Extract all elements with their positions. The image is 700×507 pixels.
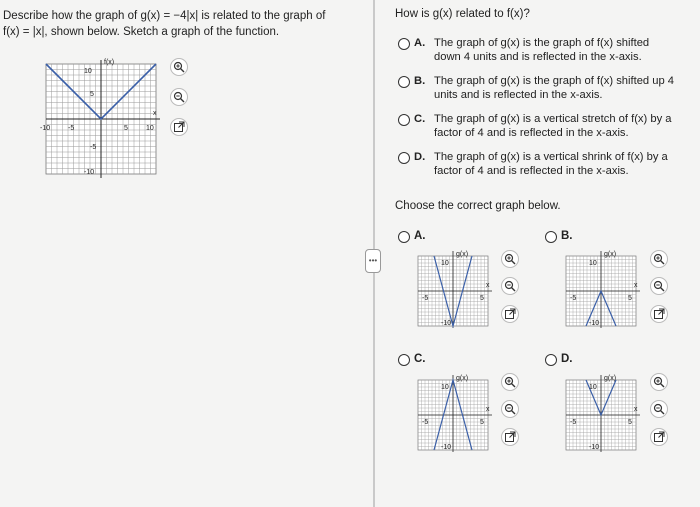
tick-xpos: 5 [124,125,128,132]
radio-a[interactable] [398,38,410,50]
option-b-line2: units and is reflected in the x-axis. [434,89,603,101]
zoom-out-icon [653,280,665,292]
graph-c-ymax: 10 [441,384,449,391]
graph-radio-b[interactable] [545,231,557,243]
graph-d-y-label: g(x) [604,375,617,382]
graph-d-ymin: -10 [589,444,600,451]
option-c-letter: C. [414,113,426,125]
graph-option-d-label[interactable]: D. [561,353,573,365]
graph-c-open-button[interactable] [501,428,519,446]
graph-d-xpos: 5 [628,419,632,426]
option-d-line1: The graph of g(x) is a vertical shrink of f(x) by a [434,151,668,163]
option-c-line2: factor of 4 and is reflected in the x-axis. [434,127,629,139]
option-a-line2: down 4 units and is reflected in the x-axis. [434,51,642,63]
open-new-window-button[interactable] [170,118,188,136]
f-graph-y-label: f(x) [104,59,115,66]
graph-b-ymax: 10 [589,260,597,267]
option-d[interactable] [398,150,698,178]
graph-option-c [414,372,494,454]
zoom-out-button[interactable] [170,88,188,106]
graph-a-ymax: 10 [441,260,449,267]
option-c-line1: The graph of g(x) is a vertical stretch of f(x) by a [434,113,672,125]
tick-xmax: 10 [146,125,154,132]
graph-c-x-label: x [486,406,490,413]
graph-option-c-label[interactable]: C. [414,353,426,365]
zoom-in-icon [504,253,516,265]
graph-a-zoom-out-button[interactable] [501,277,519,295]
graph-radio-a[interactable] [398,231,410,243]
graph-b-zoom-in-button[interactable] [650,250,668,268]
graph-c-zoom-out-button[interactable] [501,400,519,418]
divider-drag-handle[interactable]: ••• [365,249,381,273]
graph-a-xneg: -5 [422,295,429,302]
zoom-out-icon [504,280,516,292]
graph-b-x-label: x [634,282,638,289]
tick-yneg: -5 [90,144,97,151]
tick-ymin: -10 [84,169,95,176]
answer-prompt: How is g(x) related to f(x)? [395,8,530,20]
graph-c-xpos: 5 [480,419,484,426]
zoom-in-icon [653,376,665,388]
option-a-line1: The graph of g(x) is the graph of f(x) shifted [434,37,650,49]
question-line-1: Describe how the graph of g(x) = −4|x| is related to the graph of [3,10,326,22]
graph-c-zoom-in-button[interactable] [501,373,519,391]
graph-radio-c[interactable] [398,354,410,366]
option-b-letter: B. [414,75,426,87]
question-line-2: f(x) = |x|, shown below. Sketch a graph of the function. [3,26,280,38]
option-d-line2: factor of 4 and is reflected in the x-axis. [434,165,629,177]
external-link-icon [653,431,665,443]
graph-option-a [414,248,494,330]
tick-ymax: 10 [84,68,92,75]
graph-d-x-label: x [634,406,638,413]
external-link-icon [504,308,516,320]
option-c[interactable] [398,112,698,140]
graph-b-xpos: 5 [628,295,632,302]
zoom-out-icon [504,403,516,415]
radio-c[interactable] [398,114,410,126]
zoom-out-icon [653,403,665,415]
graph-radio-d[interactable] [545,354,557,366]
option-b[interactable] [398,74,698,102]
graph-c-y-label: g(x) [456,375,469,382]
external-link-icon [653,308,665,320]
zoom-in-icon [173,61,185,73]
graph-a-open-button[interactable] [501,305,519,323]
graph-a-x-label: x [486,282,490,289]
option-b-line1: The graph of g(x) is the graph of f(x) shifted up 4 [434,75,675,87]
radio-b[interactable] [398,76,410,88]
graph-b-open-button[interactable] [650,305,668,323]
answer-panel [380,0,700,507]
graph-b-ymin: -10 [589,320,600,327]
graph-c-xneg: -5 [422,419,429,426]
graph-d-open-button[interactable] [650,428,668,446]
graph-c-ymin: -10 [441,444,452,451]
graph-b-zoom-out-button[interactable] [650,277,668,295]
graph-a-y-label: g(x) [456,251,469,258]
graph-d-zoom-out-button[interactable] [650,400,668,418]
graph-a-xpos: 5 [480,295,484,302]
option-d-letter: D. [414,151,426,163]
graph-d-xneg: -5 [570,419,577,426]
option-a[interactable] [398,36,698,64]
choose-graph-prompt: Choose the correct graph below. [395,200,561,212]
graph-option-a-label[interactable]: A. [414,230,426,242]
zoom-out-icon [173,91,185,103]
f-graph-x-label: x [153,110,157,117]
f-graph [40,58,162,180]
graph-b-y-label: g(x) [604,251,617,258]
radio-d[interactable] [398,152,410,164]
graph-option-d [562,372,642,454]
answer-options [398,36,698,188]
external-link-icon [173,121,185,133]
graph-d-zoom-in-button[interactable] [650,373,668,391]
external-link-icon [504,431,516,443]
zoom-in-button[interactable] [170,58,188,76]
graph-b-xneg: -5 [570,295,577,302]
zoom-in-icon [504,376,516,388]
graph-option-b [562,248,642,330]
zoom-in-icon [653,253,665,265]
question-text [3,8,363,40]
graph-d-ymax: 10 [589,384,597,391]
graph-a-zoom-in-button[interactable] [501,250,519,268]
graph-a-ymin: -10 [441,320,452,327]
tick-ymid: 5 [90,91,94,98]
tick-xmin: -10 [40,125,51,132]
tick-xneg: -5 [68,125,75,132]
graph-option-b-label[interactable]: B. [561,230,573,242]
option-a-letter: A. [414,37,426,49]
